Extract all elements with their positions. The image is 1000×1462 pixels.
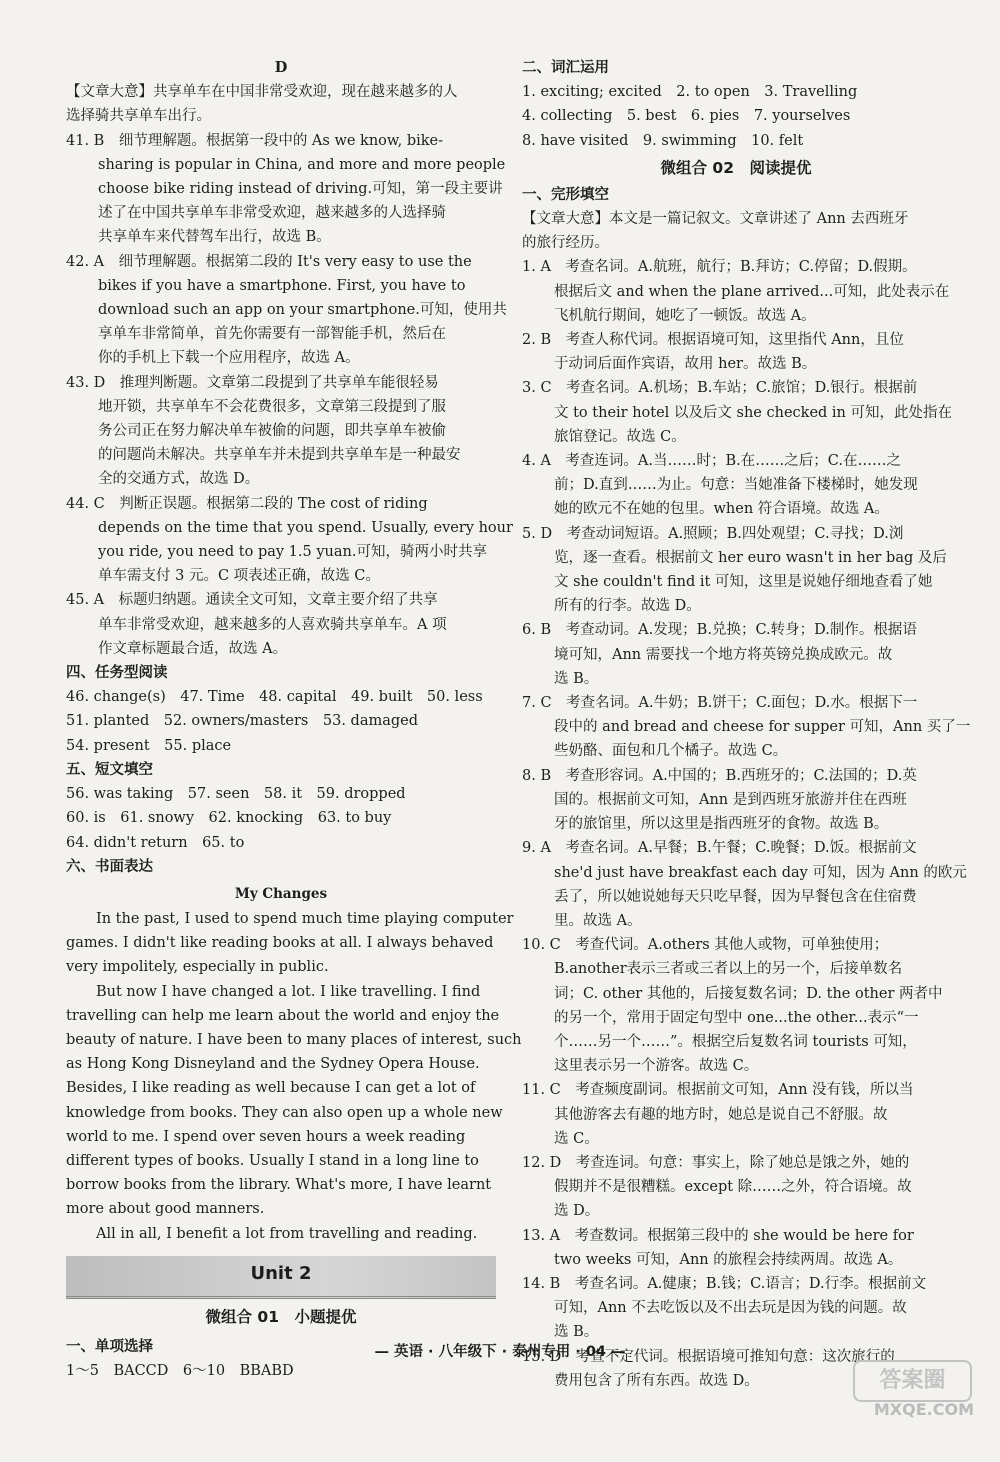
essay-line: world to me. I spend over seven hours a week reading xyxy=(66,1128,466,1145)
answer-line: 地开锁，共享单车不会花费很多，文章第三段提到了服 xyxy=(98,398,446,415)
answer-line: 览，逐一查看。根据前文 her euro wasn't in her bag 及后 xyxy=(554,549,947,566)
micro-group-title: 微组合 01 小题提优 xyxy=(205,1307,357,1326)
answer-line: 于动词后面作宾语，故用 her。故选 B。 xyxy=(554,356,817,373)
answer-item xyxy=(522,618,950,691)
answer-item xyxy=(522,522,950,619)
answer-item xyxy=(66,371,496,492)
answer-line: 其他游客去有趣的地方时，她总是说自己不舒服。故 xyxy=(554,1106,888,1123)
answer-item xyxy=(66,129,506,250)
unit-title: Unit 2 xyxy=(250,1262,312,1284)
answer-line: 共享单车来代替驾车出行，故选 B。 xyxy=(98,229,331,246)
essay-line: as Hong Kong Disneyland and the Sydney Opera House. xyxy=(66,1056,480,1073)
answer-line: 4. A 考查连词。A.当……时；B.在……之后；C.在……之 xyxy=(522,453,901,470)
answer-item xyxy=(522,376,953,449)
micro-group-title: 微组合 02 阅读提优 xyxy=(660,158,812,177)
answer-item xyxy=(522,836,967,933)
answer-item xyxy=(522,328,950,376)
answer-line: 单车非常受欢迎，越来越多的人喜欢骑共享单车。A 项 xyxy=(98,616,447,633)
answer-line: bikes if you have a smartphone. First, you have to xyxy=(98,277,466,294)
essay-line: All in all, I benefit a lot from travelling and reading. xyxy=(96,1225,478,1242)
answer-line: choose bike riding instead of driving.可知，第一段主要讲 xyxy=(98,181,503,198)
answer-line: 8. B 考查形容词。A.中国的；B.西班牙的；C.法国的；D.英 xyxy=(522,767,917,784)
answer-line: 46. change(s) 47. Time 48. capital 49. built 50. less xyxy=(66,689,483,706)
answer-line: 1～5 BACCD 6～10 BBABD xyxy=(66,1362,294,1379)
watermark-text: MXQE.COM xyxy=(873,1400,974,1419)
answer-line: 选 B。 xyxy=(554,1324,599,1341)
answer-line: 3. C 考查名词。A.机场；B.车站；C.旅馆；D.银行。根据前 xyxy=(522,380,918,397)
answer-line: 全的交通方式，故选 D。 xyxy=(98,471,260,488)
section-heading: 二、词汇运用 xyxy=(522,59,609,76)
answer-item xyxy=(66,250,507,371)
right-column xyxy=(522,56,971,1393)
answer-line: she'd just have breakfast each day 可知，因为 Ann 的欧元 xyxy=(554,864,967,881)
answer-line: 4. collecting 5. best 6. pies 7. yourselves xyxy=(522,108,851,125)
answer-line: 所有的行李。故选 D。 xyxy=(554,598,701,615)
answer-list xyxy=(66,129,513,661)
answer-item xyxy=(66,588,496,661)
essay-line: different types of books. Usually I stand in a long line to xyxy=(66,1152,479,1169)
answer-item xyxy=(522,1151,950,1224)
essay-line: beauty of nature. I have been to many places of interest, such xyxy=(66,1031,522,1048)
answer-line: 51. planted 52. owners/masters 53. damaged xyxy=(66,713,419,730)
section-heading: 四、任务型阅读 xyxy=(66,664,168,682)
answer-line: 假期并不是很糟糕。except 除……之外，符合语境。故 xyxy=(554,1179,912,1196)
answer-line: 54. present 55. place xyxy=(66,737,232,754)
answer-line: 述了在中国共享单车非常受欢迎，越来越多的人选择骑 xyxy=(98,205,446,222)
answer-line: 45. A 标题归纳题。通读全文可知，文章主要介绍了共享 xyxy=(66,592,438,609)
answer-line: you ride, you need to pay 1.5 yuan.可知，骑两小时共享 xyxy=(98,544,487,561)
answer-line: 6. B 考查动词。A.发现；B.兑换；C.转身；D.制作。根据语 xyxy=(522,622,917,639)
answer-item xyxy=(522,449,950,522)
answer-line: B.another表示三者或三者以上的另一个，后接单数名 xyxy=(554,961,903,978)
answer-line: 7. C 考查名词。A.牛奶；B.饼干；C.面包；D.水。根据下一 xyxy=(522,695,918,712)
answer-line: 文 she couldn't find it 可知，这里是说她仔细地查看了她 xyxy=(554,574,933,591)
answer-line: 60. is 61. snowy 62. knocking 63. to buy xyxy=(66,810,392,827)
answer-line: 她的欧元不在她的包里。when 符合语境。故选 A。 xyxy=(554,501,889,518)
article-summary xyxy=(522,207,950,255)
answer-line: 你的手机上下载一个应用程序，故选 A。 xyxy=(98,350,360,367)
answer-line: 56. was taking 57. seen 58. it 59. dropped xyxy=(66,786,406,803)
answer-line: 段中的 and bread and cheese for supper 可知，Ann 买了一 xyxy=(554,719,971,736)
answer-line: 牙的旅馆里，所以这里是指西班牙的食物。故选 B。 xyxy=(554,816,889,833)
summary-line: 【文章大意】本文是一篇记叙文。文章讲述了 Ann 去西班牙 xyxy=(522,211,909,228)
answer-line: 43. D 推理判断题。文章第二段提到了共享单车能很轻易 xyxy=(66,374,439,391)
answer-line: 费用包含了所有东西。故选 D。 xyxy=(554,1372,759,1389)
answer-line: 可知，Ann 不去吃饭以及不出去玩是因为钱的问题。故 xyxy=(554,1300,907,1317)
essay-line: Besides, I like reading as well because I can get a lot of xyxy=(66,1080,476,1097)
answer-item xyxy=(522,764,950,837)
answer-line: 64. didn't return 65. to xyxy=(66,834,245,851)
answer-line: 词；C. other 其他的，后接复数名词；D. the other 两者中 xyxy=(554,985,943,1002)
answer-line: 根据后文 and when the plane arrived...可知，此处表示在 xyxy=(554,283,950,300)
answer-line: 的另一个，常用于固定句型中 one...the other...表示“一 xyxy=(554,1009,919,1026)
answer-item xyxy=(522,691,971,764)
watermark-logo: 答案圈 xyxy=(853,1360,972,1402)
essay-line: But now I have changed a lot. I like travelling. I find xyxy=(96,983,481,1000)
page-footer: — 英语 · 八年级下 · 泰州专用 · 04 — xyxy=(374,1344,626,1360)
answer-line: 务公司正在努力解决单车被偷的问题，即共享单车被偷 xyxy=(98,423,446,440)
unit-banner xyxy=(66,1256,496,1299)
summary-line: 选择骑共享单车出行。 xyxy=(66,108,211,125)
answer-list xyxy=(522,255,971,1393)
answer-line: 选 C。 xyxy=(554,1130,599,1147)
answer-line: 享单车非常简单，首先你需要有一部智能手机，然后在 xyxy=(98,326,446,343)
essay-line: travelling can help me learn about the world and enjoy the xyxy=(66,1007,500,1024)
article-summary xyxy=(66,80,496,128)
answer-line: 些奶酪、面包和几个橘子。故选 C。 xyxy=(554,743,788,760)
section-heading: 一、完形填空 xyxy=(522,185,609,203)
answer-line: 1. A 考查名词。A.航班，航行；B.拜访；C.停留；D.假期。 xyxy=(522,259,917,276)
answer-line: 作文章标题最合适，故选 A。 xyxy=(98,640,288,657)
answer-line: 选 D。 xyxy=(554,1203,600,1220)
answer-line: 2. B 考查人称代词。根据语境可知，这里指代 Ann，且位 xyxy=(522,332,904,349)
answer-line: 42. A 细节理解题。根据第二段的 It's very easy to use the xyxy=(66,253,472,270)
answer-item xyxy=(522,1272,950,1345)
answer-line: 这里表示另一个游客。故选 C。 xyxy=(554,1058,759,1075)
essay-line: more about good manners. xyxy=(66,1201,265,1218)
answer-line: 11. C 考查频度副词。根据前文可知，Ann 没有钱，所以当 xyxy=(522,1082,914,1099)
essay-title: My Changes xyxy=(234,885,328,902)
answer-line: download such an app on your smartphone.可知，使用共 xyxy=(98,302,507,319)
essay-line: games. I didn't like reading books at all. I always behaved xyxy=(66,935,494,952)
answer-line: 的问题尚未解决。共享单车并未提到共享单车是一种最安 xyxy=(98,447,461,464)
answer-item xyxy=(522,255,950,328)
answer-line: 8. have visited 9. swimming 10. felt xyxy=(522,132,804,149)
answer-line: 44. C 判断正误题。根据第二段的 The cost of riding xyxy=(66,495,428,512)
answer-line: 文 to their hotel 以及后文 she checked in 可知，此处指在 xyxy=(554,404,953,421)
answer-item xyxy=(522,933,950,1078)
answer-line: 前；D.直到……为止。句意：当她准备下楼梯时，她发现 xyxy=(554,477,918,494)
section-heading: 六、书面表达 xyxy=(66,857,153,875)
essay-line: very impolitely, especially in public. xyxy=(66,959,329,976)
answer-line: 9. A 考查名词。A.早餐；B.午餐；C.晚餐；D.饭。根据前文 xyxy=(522,840,917,857)
summary-line: 的旅行经历。 xyxy=(522,235,609,252)
answer-item xyxy=(522,1078,950,1151)
answer-line: 个……另一个……”。根据空后复数名词 tourists 可知， xyxy=(554,1033,917,1050)
answer-line: 飞机航行期间，她吃了一顿饭。故选 A。 xyxy=(554,307,816,324)
answer-line: 5. D 考查动词短语。A.照顾；B.四处观望；C.寻找；D.浏 xyxy=(522,525,904,542)
answer-line: 境可知，Ann 需要找一个地方将英镑兑换成欧元。故 xyxy=(554,646,893,663)
answer-line: 丢了，所以她说她每天只吃早餐，因为早餐包含在住宿费 xyxy=(554,888,917,905)
answer-line: 14. B 考查名词。A.健康；B.钱；C.语言；D.行李。根据前文 xyxy=(522,1275,927,1292)
answer-line: 1. exciting; excited 2. to open 3. Travelling xyxy=(522,84,858,101)
essay-line: knowledge from books. They can also open up a whole new xyxy=(66,1104,503,1121)
section-heading: 一、单项选择 xyxy=(66,1337,153,1355)
answer-line: 12. D 考查连词。句意：事实上，除了她总是饿之外，她的 xyxy=(522,1154,910,1171)
answer-line: 13. A 考查数词。根据第三段中的 she would be here for xyxy=(522,1227,914,1244)
answer-line: 旅馆登记。故选 C。 xyxy=(554,428,686,445)
essay-body xyxy=(66,907,522,1246)
answer-line: 里。故选 A。 xyxy=(554,912,642,929)
essay-line: borrow books from the library. What's more, I have learnt xyxy=(66,1177,492,1194)
answer-item xyxy=(522,1224,950,1272)
answer-line: 单车需支付 3 元。C 项表述正确，故选 C。 xyxy=(98,568,380,585)
answer-line: depends on the time that you spend. Usually, every hour xyxy=(98,519,513,536)
section-letter: D xyxy=(274,59,288,76)
answer-line: 41. B 细节理解题。根据第一段中的 As we know, bike- xyxy=(66,132,444,149)
answer-line: 15. D 考查不定代词。根据语境可推知句意：这次旅行的 xyxy=(522,1348,895,1365)
answer-line: sharing is popular in China, and more and more people xyxy=(98,156,506,173)
answer-line: 国的。根据前文可知，Ann 是到西班牙旅游并住在西班 xyxy=(554,791,907,808)
section-heading: 五、短文填空 xyxy=(66,760,153,778)
answer-line: two weeks 可知，Ann 的旅程会持续两周。故选 A。 xyxy=(554,1251,903,1268)
summary-line: 【文章大意】共享单车在中国非常受欢迎，现在越来越多的人 xyxy=(66,84,458,101)
answer-line: 选 B。 xyxy=(554,670,599,687)
answer-item xyxy=(66,492,513,589)
essay-line: In the past, I used to spend much time playing computer xyxy=(96,910,514,927)
answer-line: 10. C 考查代词。A.others 其他人或物，可单独使用； xyxy=(522,937,889,954)
